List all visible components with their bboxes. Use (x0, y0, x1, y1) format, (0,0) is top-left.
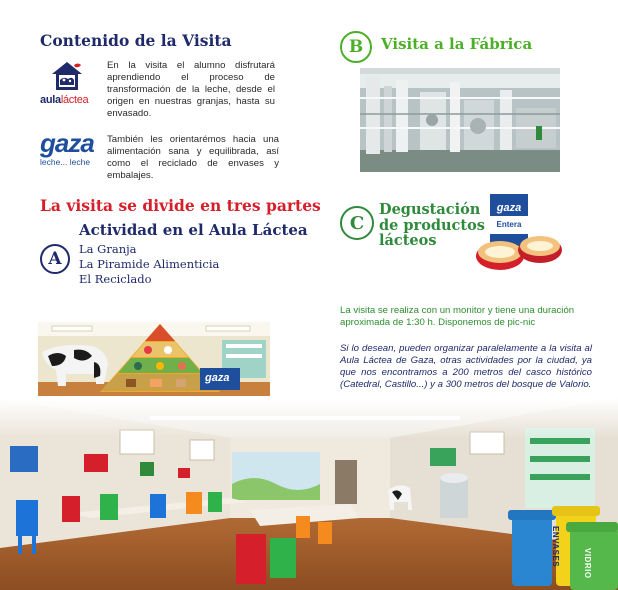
heading-degustacion: Degustación de productos lácteos (379, 201, 485, 249)
bin-label-vidrio: VIDRIO (583, 548, 592, 579)
dairy-products-image (470, 190, 568, 286)
intro-paragraph: En la visita el alumno disfrutará aprendiendo el proceso de transformación de la leche, desde el origen en nuestras granjas, hasta su envasado. (107, 60, 275, 120)
house-cow-icon (50, 60, 84, 92)
badge-b: B (340, 31, 372, 63)
brick-brand: gaza (496, 202, 522, 214)
brick-label: Entera (496, 220, 522, 229)
heading-three-parts: La visita se divide en tres partes (40, 196, 321, 215)
gaza-logo (40, 130, 100, 174)
heading-contenido: Contenido de la Visita (40, 31, 232, 50)
gaza-wordmark: gaza (40, 128, 94, 158)
food-pyramid-photo (38, 322, 270, 396)
list-item: El Reciclado (79, 272, 152, 286)
badge-a: A (40, 244, 70, 274)
gaza-tagline: leche... leche (40, 157, 91, 167)
activities-info: Si lo desean, pueden organizar paralelamente a la visita al Aula Láctea de Gaza, otras actividades por la ciudad, ya que nos encontramos a 200 metros del casco histórico (Catedral, Castillo...) y a 300 metros del bosque de Valorio. (340, 343, 592, 391)
badge-c: C (340, 206, 374, 240)
duration-info: La visita se realiza con un monitor y tiene una duración aproximada de 1:30 h. Disponemos de pic-nic (340, 305, 575, 329)
gaza-banner-text: gaza (205, 372, 230, 384)
list-item: La Granja (79, 242, 137, 256)
factory-photo (360, 68, 560, 172)
classroom-photo (0, 398, 618, 590)
heading-actividad: Actividad en el Aula Láctea (79, 221, 308, 239)
aula-lactea-logo (40, 60, 96, 112)
heading-visita-fabrica: Visita a la Fábrica (381, 35, 533, 53)
nutrition-paragraph: También les orientarémos hacia una alimentación sana y equilibrada, así como el reciclado de envases y embalajes. (107, 134, 279, 182)
activity-list (79, 242, 219, 287)
bin-label-envases: ENVASES (551, 526, 560, 568)
aula-lactea-wordmark: aulaláctea (40, 94, 89, 106)
list-item: La Piramide Alimenticia (79, 257, 220, 271)
